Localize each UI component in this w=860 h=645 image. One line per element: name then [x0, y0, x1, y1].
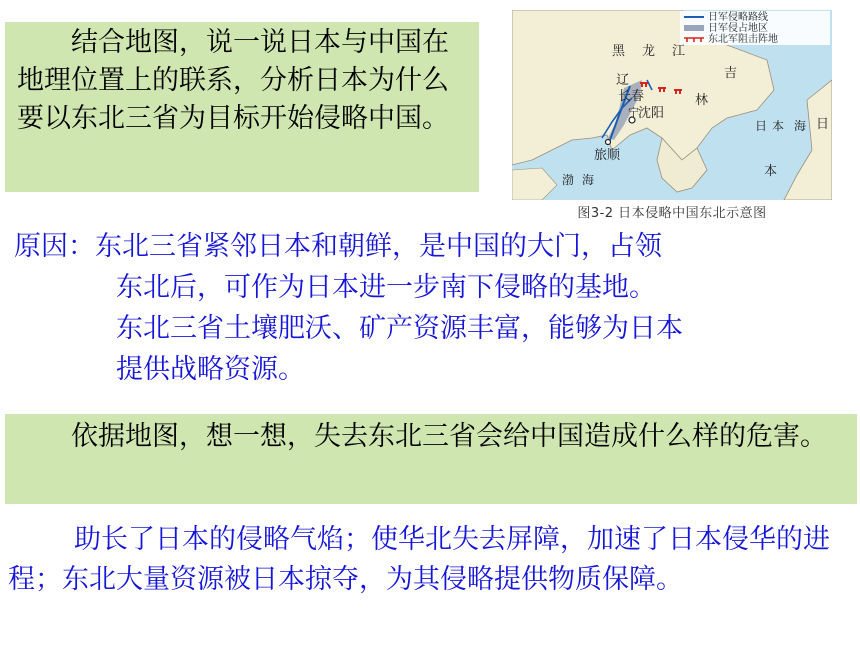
- question-1-text: 结合地图，说一说日本与中国在地理位置上的联系，分析日本为什么要以东北三省为目标开始侵略中国。: [17, 27, 449, 134]
- label-ning: 宁: [628, 106, 639, 119]
- label-sea-hai: 海: [794, 119, 807, 133]
- label-lushun: 旅顺: [594, 148, 621, 163]
- label-changchun: 长春: [618, 89, 645, 104]
- legend-defense-swatch: [684, 38, 704, 42]
- question-2-text: 依据地图，想一想，失去东北三省会给中国造成什么样的危害。: [71, 421, 827, 452]
- label-shenyang: 沈阳: [638, 106, 665, 121]
- lushun-dot: [606, 140, 611, 145]
- reason-line-2: 东北后，可作为日本进一步南下侵略的基地。: [116, 272, 656, 303]
- label-long: 龙: [642, 44, 656, 59]
- harm-answer: 助长了日本的侵略气焰；使华北失去屏障，加速了日本侵华的进程；东北大量资源被日本掠夺，为其侵略提供物质保障。: [8, 524, 830, 595]
- reason-line-1: 东北三省紧邻日本和朝鲜，是中国的大门，占领: [95, 231, 662, 262]
- northeast-china-map: [512, 10, 832, 200]
- label-liao: 辽: [616, 73, 630, 88]
- legend-label-defense: 东北军阻击阵地: [708, 34, 778, 45]
- legend-label-route: 日军侵略路线: [708, 12, 768, 23]
- reason-line-3: 东北三省土壤肥沃、矿产资源丰富，能够为日本: [116, 313, 683, 344]
- legend-occupied-swatch: [684, 25, 704, 31]
- label-sea-ri: 日: [755, 119, 768, 133]
- question-1-box: [5, 22, 479, 192]
- label-japan-ri: 日: [816, 117, 830, 132]
- map-caption: 图3-2 日本侵略中国东北示意图: [577, 206, 767, 221]
- reason-line-4: 提供战略资源。: [116, 354, 305, 385]
- label-hai: 海: [582, 173, 595, 187]
- map-figure: [512, 10, 832, 200]
- question-2-box: [5, 414, 857, 504]
- label-hei: 黑: [612, 44, 626, 59]
- reason-label: 原因：: [14, 231, 95, 262]
- label-japan-ben: 本: [764, 164, 778, 179]
- legend-label-occupied: 日军侵占地区: [708, 23, 768, 34]
- label-jiang: 江: [672, 44, 686, 59]
- label-sea-ben: 本: [772, 119, 785, 133]
- label-bo: 渤: [562, 173, 575, 187]
- reason-answer: [14, 226, 854, 390]
- label-ji: 吉: [724, 66, 738, 81]
- label-lin: 林: [695, 93, 709, 108]
